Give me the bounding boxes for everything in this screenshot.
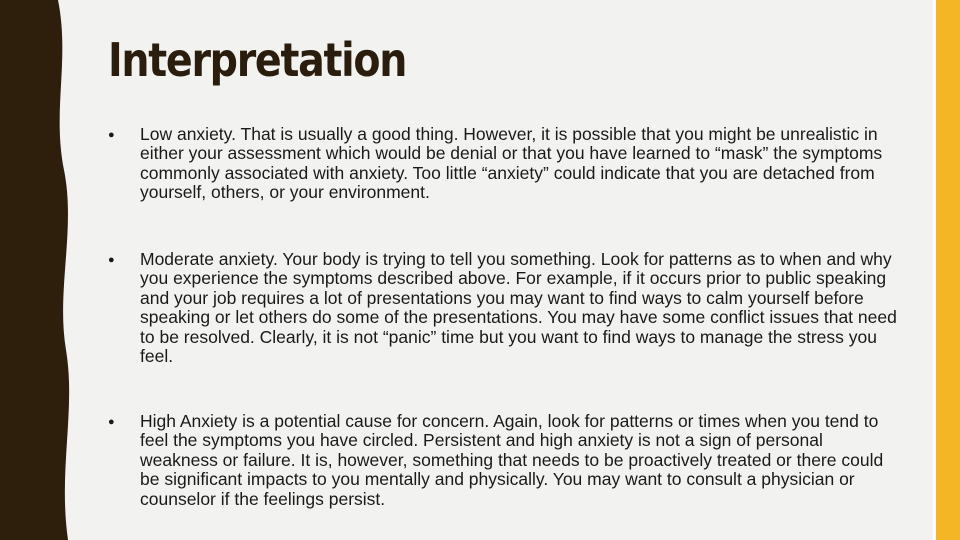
bullet-text: Low anxiety. That is usually a good thing. However, it is possible that you might be unrealistic in either your assessment which would be denial or that you have learned to “mask” the symptoms commonly associated with anxiety. Too little “anxiety” could indicate that you are detached from yourself, others, or your environment. xyxy=(140,124,883,203)
bullet-dot-icon: ● xyxy=(108,254,115,266)
right-accent-stripe xyxy=(936,0,960,540)
bullet-dot-icon: ● xyxy=(108,416,115,428)
bullet-text: High Anxiety is a potential cause for concern. Again, look for patterns or times when you tend to feel the symptoms you have circled. Persistent and high anxiety is not a sign of personal weakness or failure. It is, however, something that needs to be proactively treated or there could be significant impacts to you mentally and physically. You may want to consult a physician or counselor if the feelings persist. xyxy=(140,411,884,509)
bullet-item-moderate-anxiety xyxy=(108,250,900,366)
slide-title: Interpretation xyxy=(108,33,407,87)
left-decorative-band xyxy=(0,0,90,540)
bullet-item-low-anxiety xyxy=(108,125,900,203)
bullet-item-high-anxiety xyxy=(108,412,900,509)
bullet-text: Moderate anxiety. Your body is trying to tell you something. Look for patterns as to when and why you experience the symptoms described above. For example, if it occurs prior to public speaking and your job requires a lot of presentations you may want to find ways to calm yourself before speaking or let others do some of the presentations. You may have some conflict issues that need to be resolved. Clearly, it is not “panic” time but you want to find ways to manage the stress you feel. xyxy=(140,249,897,367)
wavy-edge-shape xyxy=(0,0,90,540)
bullet-dot-icon: ● xyxy=(108,129,115,141)
